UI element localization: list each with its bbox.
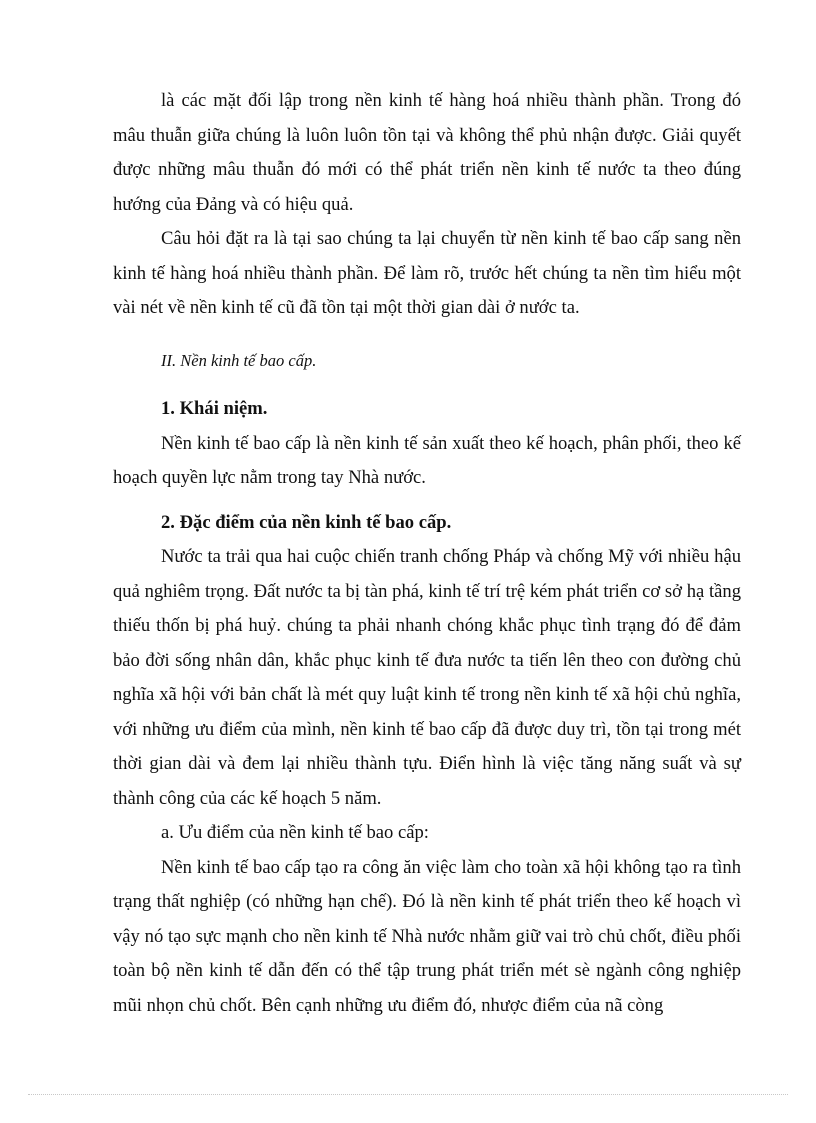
paragraph-question: Câu hỏi đặt ra là tại sao chúng ta lại chuyển từ nền kinh tế bao cấp sang nền kinh tế hàng hoá nhiều thành phần. Để làm rõ, trước hết chúng ta nền tìm hiểu một vài nét về nền kinh tế cũ đã tồn tại một thời gian dài ở nước ta. bbox=[113, 228, 741, 318]
subheading-characteristics: 2. Đặc điểm của nền kinh tế bao cấp. bbox=[161, 511, 452, 533]
footer-divider bbox=[28, 1094, 788, 1095]
paragraph-intro: là các mặt đối lập trong nền kinh tế hàng hoá nhiều thành phần. Trong đó mâu thuẫn giữa chúng là luôn luôn tồn tại và không thể phủ nhận được. Giải quyết được những mâu thuẫn đó mới có thể phát triển nền kinh tế nước ta theo đúng hướng của Đảng và có hiệu quả. bbox=[113, 90, 741, 215]
paragraph-definition: Nền kinh tế bao cấp là nền kinh tế sản xuất theo kế hoạch, phân phối, theo kế hoạch quyền lực nằm trong tay Nhà nước. bbox=[113, 432, 741, 488]
advantages-heading: a. Ưu điểm của nền kinh tế bao cấp: bbox=[161, 822, 429, 843]
paragraph-characteristics: Nước ta trải qua hai cuộc chiến tranh chống Pháp và chống Mỹ với nhiều hậu quả nghiêm trọng. Đất nước ta bị tàn phá, kinh tế trí trệ kém phát triển cơ sở hạ tầng thiếu thốn bị phá huỷ. chúng ta phải nhanh chóng khắc phục tình trạng đó để đảm bảo đời sống nhân dân, khắc phục kinh tế đưa nước ta tiến lên theo con đường chủ nghĩa xã hội với bản chất là mét quy luật kinh tế trong nền kinh tế xã hội chủ nghĩa, với những ưu điểm của mình, nền kinh tế bao cấp đã được duy trì, tồn tại trong mét thời gian dài và đem lại nhiều thành tựu. Điển hình là việc tăng năng suất và sự thành công của các kế hoạch 5 năm. bbox=[113, 546, 741, 809]
subheading-concept: 1. Khái niệm. bbox=[161, 398, 268, 419]
section-heading: II. Nền kinh tế bao cấp. bbox=[161, 350, 317, 370]
paragraph-advantages: Nền kinh tế bao cấp tạo ra công ăn việc làm cho toàn xã hội không tạo ra tình trạng thất nghiệp (có những hạn chế). Đó là nền kinh tế phát triển theo kế hoạch vì vậy nó tạo sực mạnh cho nền kinh tế Nhà nước nhằm giữ vai trò chủ chốt, điều phối toàn bộ nền kinh tế dẫn đến có thể tập trung phát triển mét sè ngành công nghiệp mũi nhọn chủ chốt. Bên cạnh những ưu điểm đó, nhược điểm của nã còng bbox=[113, 856, 741, 1016]
page-content bbox=[113, 84, 741, 1023]
